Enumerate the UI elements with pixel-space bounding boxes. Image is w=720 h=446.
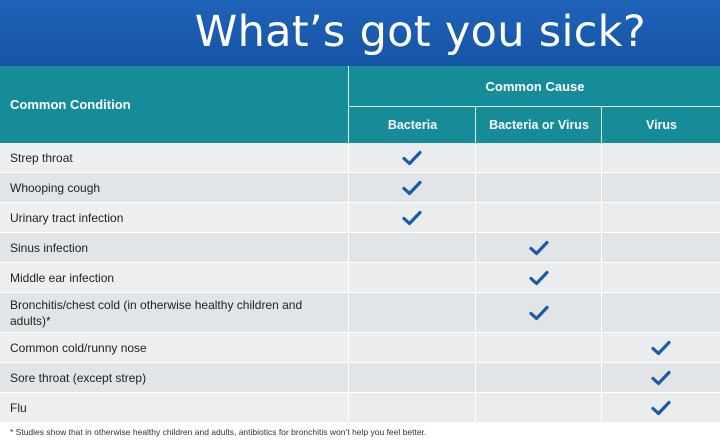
- table-row: [0, 333, 720, 363]
- footnote: * Studies show that in otherwise healthy children and adults, antibiotics for bronchitis won’t help you feel better.: [10, 427, 427, 437]
- cause-cell: [475, 263, 601, 292]
- cause-cell: [601, 233, 720, 262]
- condition-cell: [0, 233, 348, 262]
- condition-cell: [0, 333, 348, 362]
- bacteria-column-header: Bacteria: [348, 106, 476, 143]
- checkmark-icon: [402, 150, 422, 166]
- table-row: [0, 293, 720, 333]
- condition-label: Flu: [10, 400, 27, 415]
- cause-cell: [601, 333, 720, 362]
- cause-cell: [348, 333, 475, 362]
- table-row: [0, 173, 720, 203]
- condition-cell: [0, 143, 348, 172]
- table-row: [0, 263, 720, 293]
- table-row: [0, 363, 720, 393]
- cause-cell: [601, 293, 720, 332]
- condition-label: Whooping cough: [10, 180, 101, 195]
- cause-cell: [475, 233, 601, 262]
- page-title: What’s got you sick?: [194, 7, 646, 57]
- condition-label: Urinary tract infection: [10, 210, 124, 225]
- cause-cell: [601, 143, 720, 172]
- checkmark-icon: [402, 210, 422, 226]
- condition-cell: [0, 173, 348, 202]
- cause-cell: [601, 363, 720, 392]
- table-header: [0, 66, 720, 143]
- checkmark-icon: [651, 340, 671, 356]
- condition-cell: [0, 263, 348, 292]
- title-banner: [0, 0, 720, 66]
- cause-cell: [348, 203, 475, 232]
- bacteria-or-virus-column-header: Bacteria or Virus: [475, 106, 602, 143]
- cause-cell: [348, 173, 475, 202]
- condition-label: Common cold/runny nose: [10, 340, 147, 355]
- cause-cell: [475, 293, 601, 332]
- cause-cell: [601, 203, 720, 232]
- checkmark-icon: [529, 240, 549, 256]
- cause-cell: [475, 333, 601, 362]
- cause-cell: [475, 173, 601, 202]
- cause-cell: [601, 393, 720, 422]
- cause-cell: [475, 363, 601, 392]
- cause-cell: [475, 203, 601, 232]
- checkmark-icon: [529, 270, 549, 286]
- condition-cell: [0, 203, 348, 232]
- condition-label: Strep throat: [10, 150, 73, 165]
- table-row: [0, 233, 720, 263]
- condition-cell: [0, 393, 348, 422]
- cause-cell: [348, 233, 475, 262]
- common-cause-header: Common Cause: [348, 66, 720, 107]
- checkmark-icon: [402, 180, 422, 196]
- cause-cell: [348, 393, 475, 422]
- cause-cell: [601, 173, 720, 202]
- condition-cell: [0, 363, 348, 392]
- condition-label: Bronchitis/chest cold (in otherwise healthy children and adults)*: [10, 297, 303, 328]
- table-row: [0, 143, 720, 173]
- cause-cell: [601, 263, 720, 292]
- common-condition-header: Common Condition: [10, 97, 131, 112]
- condition-cell: [0, 293, 348, 332]
- cause-cell: [348, 293, 475, 332]
- cause-cell: [348, 143, 475, 172]
- cause-cell: [475, 143, 601, 172]
- table-body: [0, 143, 720, 423]
- checkmark-icon: [651, 400, 671, 416]
- cause-cell: [475, 393, 601, 422]
- condition-label: Sinus infection: [10, 240, 89, 255]
- condition-label: Middle ear infection: [10, 270, 115, 285]
- condition-label: Sore throat (except strep): [10, 370, 147, 385]
- virus-column-header: Virus: [601, 106, 720, 143]
- checkmark-icon: [651, 370, 671, 386]
- checkmark-icon: [529, 305, 549, 321]
- table-row: [0, 203, 720, 233]
- cause-cell: [348, 263, 475, 292]
- table-row: [0, 393, 720, 423]
- cause-cell: [348, 363, 475, 392]
